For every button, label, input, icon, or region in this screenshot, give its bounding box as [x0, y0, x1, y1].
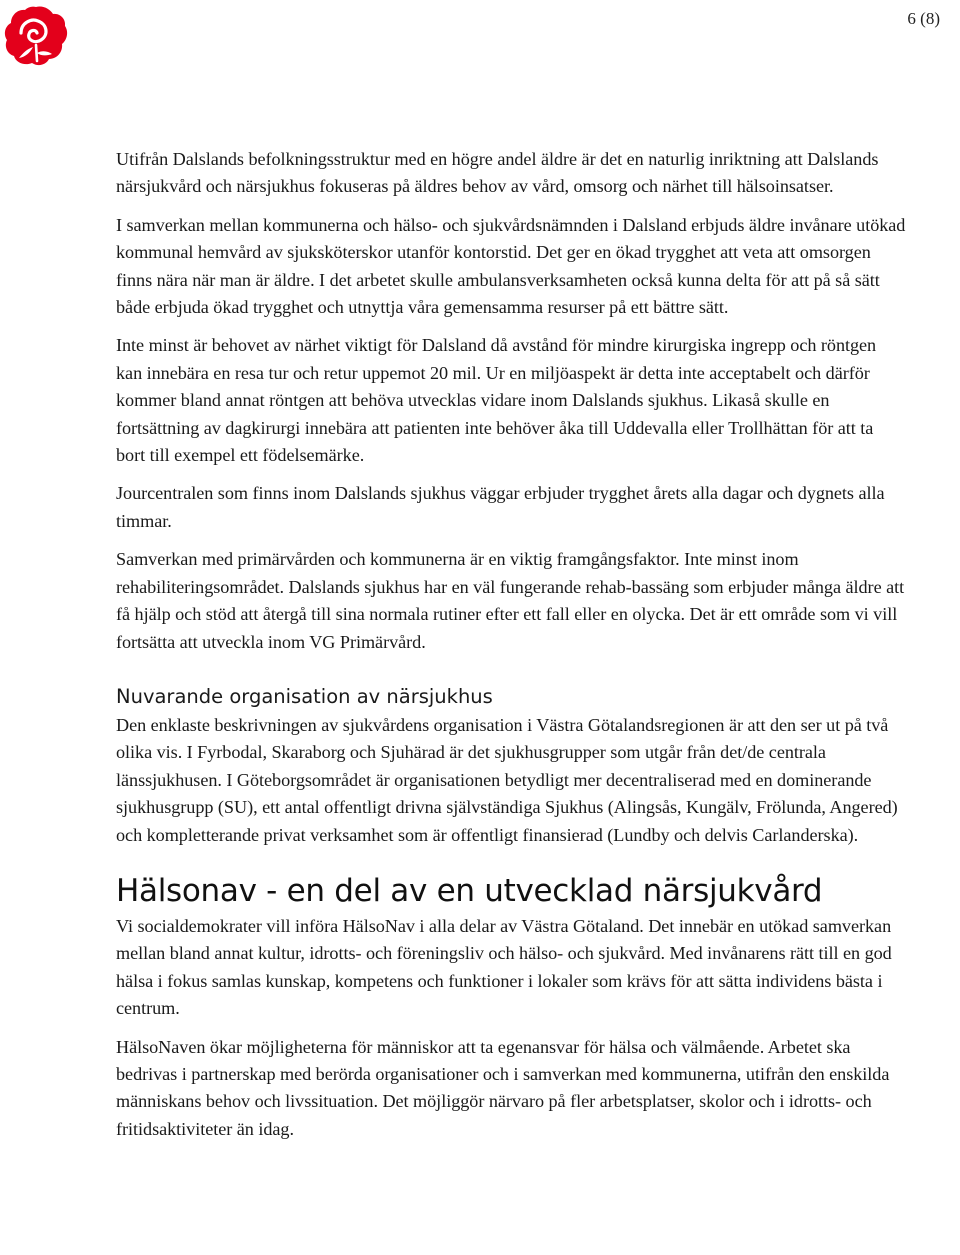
- rose-logo-icon: [3, 3, 69, 69]
- paragraph-jourcentralen: Jourcentralen som finns inom Dalslands sjukhus väggar erbjuder trygghet årets alla dagar och dygnets alla timmar.: [116, 483, 885, 531]
- paragraph-hemvard: I samverkan mellan kommunerna och hälso- och sjukvårdsnämnden i Dalsland erbjuds äldre invånare utökad kommunal hemvård av sjuksköterskor utanför kontorstid. Det ger en ökad trygghet att veta att omsorgen finns nära när man är äldre. I det arbetet skulle ambulansverksamheten också kunna delta för att på så sätt både erbjuda ökad trygghet och utnyttja våra gemensamma resurser på ett bättre sätt.: [116, 214, 906, 318]
- paragraph-organisation: Den enklaste beskrivningen av sjukvårdens organisation i Västra Götalandsregionen är att den ser ut på två olika vis. I Fyrbodal, Skaraborg och Sjuhärad är det sjukhusgrupper som utgår från det/de centrala länssjukhusen. I Göteborgsområdet är organisationen betydligt mer decentraliserad med en dominerande sjukhusgrupp (SU), ett antal offentligt drivna självständiga Sjukhus (Alingsås, Kungälv, Frölunda, Angered) och kompletterande privat verksamhet som är offentligt finansierad (Lundby och delvis Carlanderska).: [116, 714, 898, 845]
- paragraph-narhet: Inte minst är behovet av närhet viktigt för Dalsland då avstånd för mindre kirurgiska ingrepp och röntgen kan innebära en resa tur och retur uppemot 20 mil. Ur en miljöaspekt är detta inte acceptabelt och därför kommer bland annat röntgen att behöva utvecklas vidare inom Dalslands sjukhus. Likaså skulle en fortsättning av dagkirurgi innebära att patienten inte behöver åka till Uddevalla eller Trollhättan för att ta bort till exempel ett födelsemärke.: [116, 335, 877, 466]
- intro-paragraph: Utifrån Dalslands befolkningsstruktur med en högre andel äldre är det en naturlig inriktning att Dalslands närsjukvård och närsjukhus fokuseras på äldres behov av vård, omsorg och närhet till hälsoinsatser.: [116, 149, 879, 197]
- paragraph-halsonav-2: HälsoNaven ökar möjligheterna för människor att ta egenansvar för hälsa och välmående. Arbetet ska bedrivas i partnerskap med berörda organisationer och i samverkan med kommunerna, utifrån den enskilda människans behov och livssituation. Det möjliggör närvaro på fler arbetsplatser, skolor och i idrotts- och fritidsaktiviteter än idag.: [116, 1036, 890, 1139]
- paragraph-samverkan: Samverkan med primärvården och kommunerna är en viktig framgångsfaktor. Inte minst inom rehabiliteringsområdet. Dalslands sjukhus har en väl fungerande rehab-bassäng som erbjuder många äldre att få hjälp och stöd att återgå till sina normala rutiner efter ett fall eller en olycka. Det är ett område som vi vill fortsätta att utveckla inom VG Primärvård.: [116, 549, 905, 652]
- page-number: 6 (8): [907, 9, 940, 28]
- document-body: [116, 146, 906, 1143]
- section-heading-halsonav: Hälsonav - en del av en utvecklad närsjukvård: [116, 872, 823, 909]
- paragraph-halsonav-1: Vi socialdemokrater vill införa HälsoNav i alla delar av Västra Götaland. Det innebär en utökad samverkan mellan bland annat kultur, idrotts- och föreningsliv och hälso- och sjukvård. Med invånarens rätt till en god hälsa i fokus samlas kunskap, kompetens och funktioner i lokaler som krävs för att sätta individens bästa i centrum.: [116, 915, 892, 1019]
- section-heading-organisation: Nuvarande organisation av närsjukhus: [116, 684, 493, 708]
